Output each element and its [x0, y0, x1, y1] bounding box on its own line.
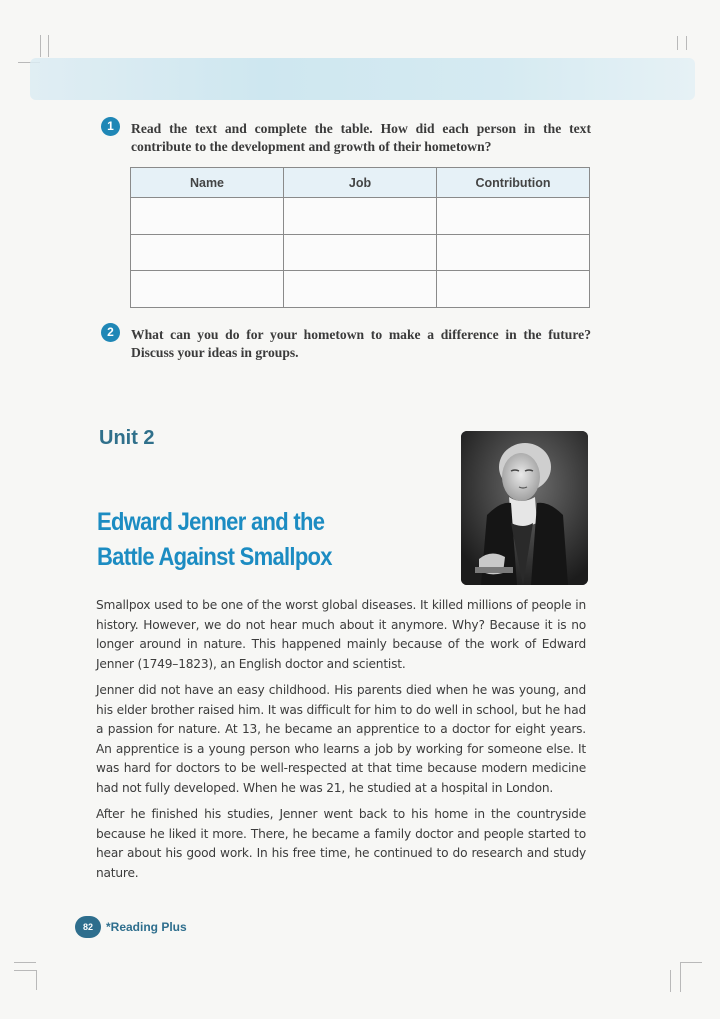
title-line: Battle Against Smallpox	[97, 543, 332, 571]
activity-2-instruction: What can you do for your hometown to make a difference in the future? Discuss your ideas in groups.	[131, 327, 591, 360]
title-line: Edward Jenner and the	[97, 508, 325, 536]
table-row	[131, 271, 590, 308]
contribution-table	[130, 167, 590, 308]
table-header-contribution: Contribution	[437, 168, 590, 198]
table-cell[interactable]	[131, 271, 284, 308]
table-row	[131, 234, 590, 271]
table-cell[interactable]	[131, 234, 284, 271]
crop-mark	[14, 970, 36, 971]
crop-mark	[686, 36, 687, 50]
table-header-job: Job	[284, 168, 437, 198]
table-header-row	[131, 168, 590, 198]
table-cell[interactable]	[437, 198, 590, 235]
page-number-badge: 82	[75, 916, 101, 938]
table-cell[interactable]	[437, 271, 590, 308]
crop-mark	[680, 962, 681, 992]
crop-mark	[48, 35, 49, 57]
table-cell[interactable]	[131, 198, 284, 235]
table-cell[interactable]	[284, 271, 437, 308]
table-cell[interactable]	[284, 198, 437, 235]
header-band	[30, 58, 695, 100]
table-header-name: Name	[131, 168, 284, 198]
portrait-illustration	[461, 431, 588, 585]
crop-mark	[670, 970, 671, 992]
article-title	[97, 505, 387, 575]
table-row	[131, 198, 590, 235]
table-cell[interactable]	[437, 234, 590, 271]
crop-mark	[14, 962, 36, 963]
crop-mark	[36, 970, 37, 990]
footer-section-label: *Reading Plus	[106, 920, 187, 934]
body-paragraph: Jenner did not have an easy childhood. His parents died when he was young, and his elder brother raised him. It was difficult for him to do well in school, but he had a passion for nature. At 13, he became an apprentice to a doctor for eight years. An apprentice is a young person who learns a job by working for someone else. It was hard for doctors to be well-respected at that time because modern medicine had not fully developed. When he was 21, he studied at a hospital in London.	[96, 683, 586, 795]
portrait-image	[461, 431, 588, 585]
table-cell[interactable]	[284, 234, 437, 271]
body-paragraph: After he finished his studies, Jenner went back to his home in the countryside because he liked it more. There, he became a family doctor and people started to hear about his good work. In his free time, he continued to do research and study nature.	[96, 807, 586, 880]
activity-1-instruction: Read the text and complete the table. How did each person in the text contribute to the development and growth of their hometown?	[131, 121, 591, 154]
body-paragraph: Smallpox used to be one of the worst global diseases. It killed millions of people in history. However, we do not hear much about it anymore. Why? Because it is no longer around in nature. This happened mainly because of the work of Edward Jenner (1749–1823), an English doctor and scientist.	[96, 598, 586, 671]
unit-label: Unit 2	[99, 427, 155, 449]
crop-mark	[40, 35, 41, 57]
crop-mark	[677, 36, 678, 50]
activity-number-badge: 1	[101, 117, 120, 136]
activity-number-badge: 2	[101, 323, 120, 342]
crop-mark	[680, 962, 702, 963]
